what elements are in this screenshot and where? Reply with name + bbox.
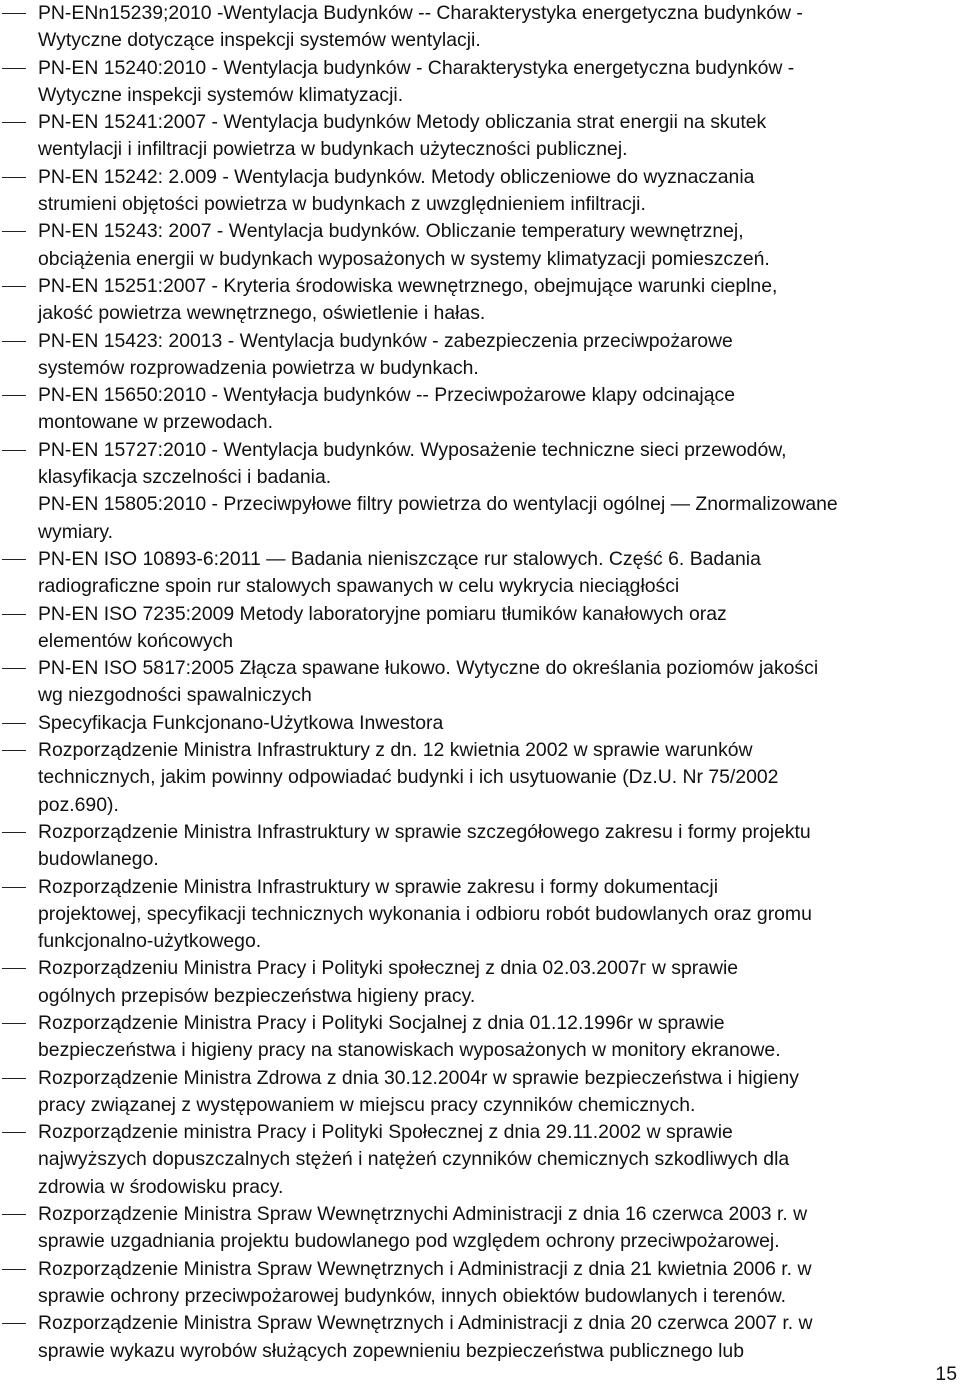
dash-bullet-icon [2, 1132, 26, 1133]
dash-bullet-icon [2, 286, 26, 287]
list-item-line: Rozporządzeniu Ministra Pracy i Polityki społecznej z dnia 02.03.2007г w sprawie [38, 957, 739, 980]
list-item [0, 491, 960, 546]
list-item-line: jakość powietrza wewnętrznego, oświetlenie i hałas. [38, 302, 486, 325]
list-item-line: klasyfikacja szczelności i badania. [38, 466, 332, 489]
list-item-line: PN-EN 15240:2010 - Wentylacja budynków - Charakterystyka energetyczna budynków - [38, 56, 795, 79]
list-item [0, 382, 960, 437]
list-item-line: PN-EN ISO 5817:2005 Złącza spawane łukowo. Wytyczne do określania poziomów jakości [38, 657, 819, 680]
list-item-line: wg niezgodności spawalniczych [38, 684, 312, 707]
list-item-line: pracy związanej z występowaniem w miejscu pracy czynników chemicznych. [38, 1093, 696, 1116]
list-item-line: radiograficzne spoin rur stalowych spawanych w celu wykrycia nieciągłości [38, 575, 680, 598]
list-item-line: zdrowia w środowisku pracy. [38, 1175, 284, 1198]
list-item [0, 710, 960, 737]
list-item-line: PN-EN 15241:2007 - Wentylacja budynków Metody obliczania strat energii na skutek [38, 111, 767, 134]
list-item-line: sprawie ochrony przeciwpożarowej budynków, innych obiektów budowlanych i terenów. [38, 1284, 787, 1307]
dash-bullet-icon [2, 1269, 26, 1270]
dash-bullet-icon [2, 13, 26, 14]
list-item-line: sprawie wykazu wyrobów służących zopewnieniu bezpieczeństwa publicznego lub [38, 1339, 744, 1362]
list-item [0, 1119, 960, 1201]
list-item-line: PN-EN 15727:2010 - Wentylacja budynków. Wyposażenie techniczne sieci przewodów, [38, 438, 787, 461]
list-item [0, 1065, 960, 1120]
list-item [0, 164, 960, 219]
list-item-line: PN-EN 15423: 20013 - Wentylacja budynków - zabezpieczenia przeciwpożarowe [38, 329, 733, 352]
list-item [0, 328, 960, 383]
list-item-line: PN-EN 15650:2010 - Wentyłacja budynków -- Przeciwpożarowe klapy odcinające [38, 384, 735, 407]
list-item [0, 874, 960, 956]
list-item-line: Rozporządzenie Ministra Spraw Wewnętrznych i Administracji z dnia 20 czerwca 2007 r. w [38, 1312, 813, 1335]
dash-bullet-icon [2, 1023, 26, 1024]
dash-bullet-icon [2, 177, 26, 178]
list-item [0, 437, 960, 492]
dash-bullet-icon [2, 1214, 26, 1215]
list-item-line: Wytyczne inspekcji systemów klimatyzacji. [38, 83, 404, 106]
list-item-line: wentylacji i infiltracji powietrza w budynkach użyteczności publicznej. [38, 138, 628, 161]
dash-bullet-icon [2, 832, 26, 833]
list-item-line: technicznych, jakim powinny odpowiadać budynki i ich usytuowanie (Dz.U. Nr 75/2002 [38, 766, 779, 789]
dash-bullet-icon [2, 395, 26, 396]
list-item-line: ogólnych przepisów bezpieczeństwa higieny pracy. [38, 984, 476, 1007]
list-item [0, 737, 960, 819]
list-item [0, 55, 960, 110]
list-item-line: poz.690). [38, 793, 119, 816]
dash-bullet-icon [2, 723, 26, 724]
dash-bullet-icon [2, 968, 26, 969]
list-item-line: bezpieczeństwa i higieny pracy na stanowiskach wyposażonych w monitory ekranowe. [38, 1039, 781, 1062]
list-item [0, 655, 960, 710]
dash-bullet-icon [2, 122, 26, 123]
dash-bullet-icon [2, 1078, 26, 1079]
list-item-line: PN-EN ISO 7235:2009 Metody laboratoryjne pomiaru tłumików kanałowych oraz [38, 602, 727, 625]
list-item-line: Rozporządzenie Ministra Pracy i Polityki Socjalnej z dnia 01.12.1996r w sprawie [38, 1011, 725, 1034]
list-item-line: Rozporządzenie ministra Pracy i Polityki Społecznej z dnia 29.11.2002 w sprawie [38, 1121, 733, 1144]
list-item-line: PN-EN 15805:2010 - Przeciwpyłowe filtry powietrza do wentylacji ogólnej — Znormalizowane [38, 493, 838, 516]
list-item [0, 1256, 960, 1311]
dash-bullet-icon [2, 559, 26, 560]
list-item-line: wymiary. [38, 520, 114, 543]
list-item-line: elementów końcowych [38, 629, 234, 652]
list-item-line: PN-EN 15251:2007 - Kryteria środowiska wewnętrznego, obejmujące warunki cieplne, [38, 274, 778, 297]
list-item-line: Rozporządzenie Ministra Spraw Wewnętrznychi Administracji z dnia 16 czerwca 2003 r. w [38, 1203, 808, 1226]
list-item [0, 1310, 960, 1365]
list-item-line: PN-EN 15243: 2007 - Wentylacja budynków. Obliczanie temperatury wewnętrznej, [38, 220, 744, 243]
list-item-line: systemów rozprowadzenia powietrza w budynkach. [38, 356, 479, 379]
list-item [0, 1010, 960, 1065]
list-item-line: montowane w przewodach. [38, 411, 273, 434]
dash-bullet-icon [2, 614, 26, 615]
list-item-line: Rozporządzenie Ministra Spraw Wewnętrznych i Administracji z dnia 21 kwietnia 2006 r. w [38, 1257, 812, 1280]
list-item-line: Rozporządzenie Ministra Infrastruktury w sprawie zakresu i formy dokumentacji [38, 875, 718, 898]
page-number: 15 [935, 1363, 957, 1385]
dash-bullet-icon [2, 450, 26, 451]
list-item-line: Specyfikacja Funkcjonano-Użytkowa Inwestora [38, 711, 444, 734]
list-item [0, 0, 960, 55]
list-item-line: PN-EN 15242: 2.009 - Wentylacja budynków. Metody obliczeniowe do wyznaczania [38, 165, 755, 188]
list-item-line: Rozporządzenie Ministra Infrastruktury w sprawie szczegółowego zakresu i formy projektu [38, 820, 811, 843]
list-item-line: PN-EN ISO 10893-6:2011 — Badania nieniszczące rur stalowych. Część 6. Badania [38, 547, 761, 570]
list-item-line: Wytyczne dotyczące inspekcji systemów wentylacji. [38, 29, 481, 52]
dash-bullet-icon [2, 887, 26, 888]
list-item-line: obciążenia energii w budynkach wyposażonych w systemy klimatyzacji pomieszczeń. [38, 247, 770, 270]
list-item [0, 273, 960, 328]
list-item [0, 601, 960, 656]
dash-bullet-icon [2, 750, 26, 751]
list-item-line: najwyższych dopuszczalnych stężeń i natężeń czynników chemicznych szkodliwych dla [38, 1148, 790, 1171]
list-item [0, 218, 960, 273]
list-item-line: Rozporządzenie Ministra Infrastruktury z dn. 12 kwietnia 2002 w sprawie warunków [38, 739, 753, 762]
list-item-line: Rozporządzenie Ministra Zdrowa z dnia 30.12.2004r w sprawie bezpieczeństwa i higieny [38, 1066, 799, 1089]
list-item [0, 109, 960, 164]
list-item-line: funkcjonalno-użytkowego. [38, 930, 262, 953]
list-item [0, 819, 960, 874]
list-item-line: strumieni objętości powietrza w budynkach z uwzględnieniem infiltracji. [38, 193, 646, 216]
dash-bullet-icon [2, 341, 26, 342]
list-item [0, 1201, 960, 1256]
list-item-line: PN-ENn15239;2010 -Wentylacja Budynków -- Charakterystyka energetyczna budynków - [38, 2, 803, 24]
dash-bullet-icon [2, 1323, 26, 1324]
dash-bullet-icon [2, 668, 26, 669]
list-item [0, 546, 960, 601]
dash-bullet-icon [2, 231, 26, 232]
list-item [0, 955, 960, 1010]
dash-bullet-icon [2, 68, 26, 69]
list-item-line: budowlanego. [38, 848, 159, 871]
list-item-line: sprawie uzgadniania projektu budowlanego pod względem ochrony przeciwpożarowej. [38, 1230, 780, 1253]
list-item-line: projektowej, specyfikacji technicznych wykonania i odbioru robót budowlanych oraz gromu [38, 902, 812, 925]
